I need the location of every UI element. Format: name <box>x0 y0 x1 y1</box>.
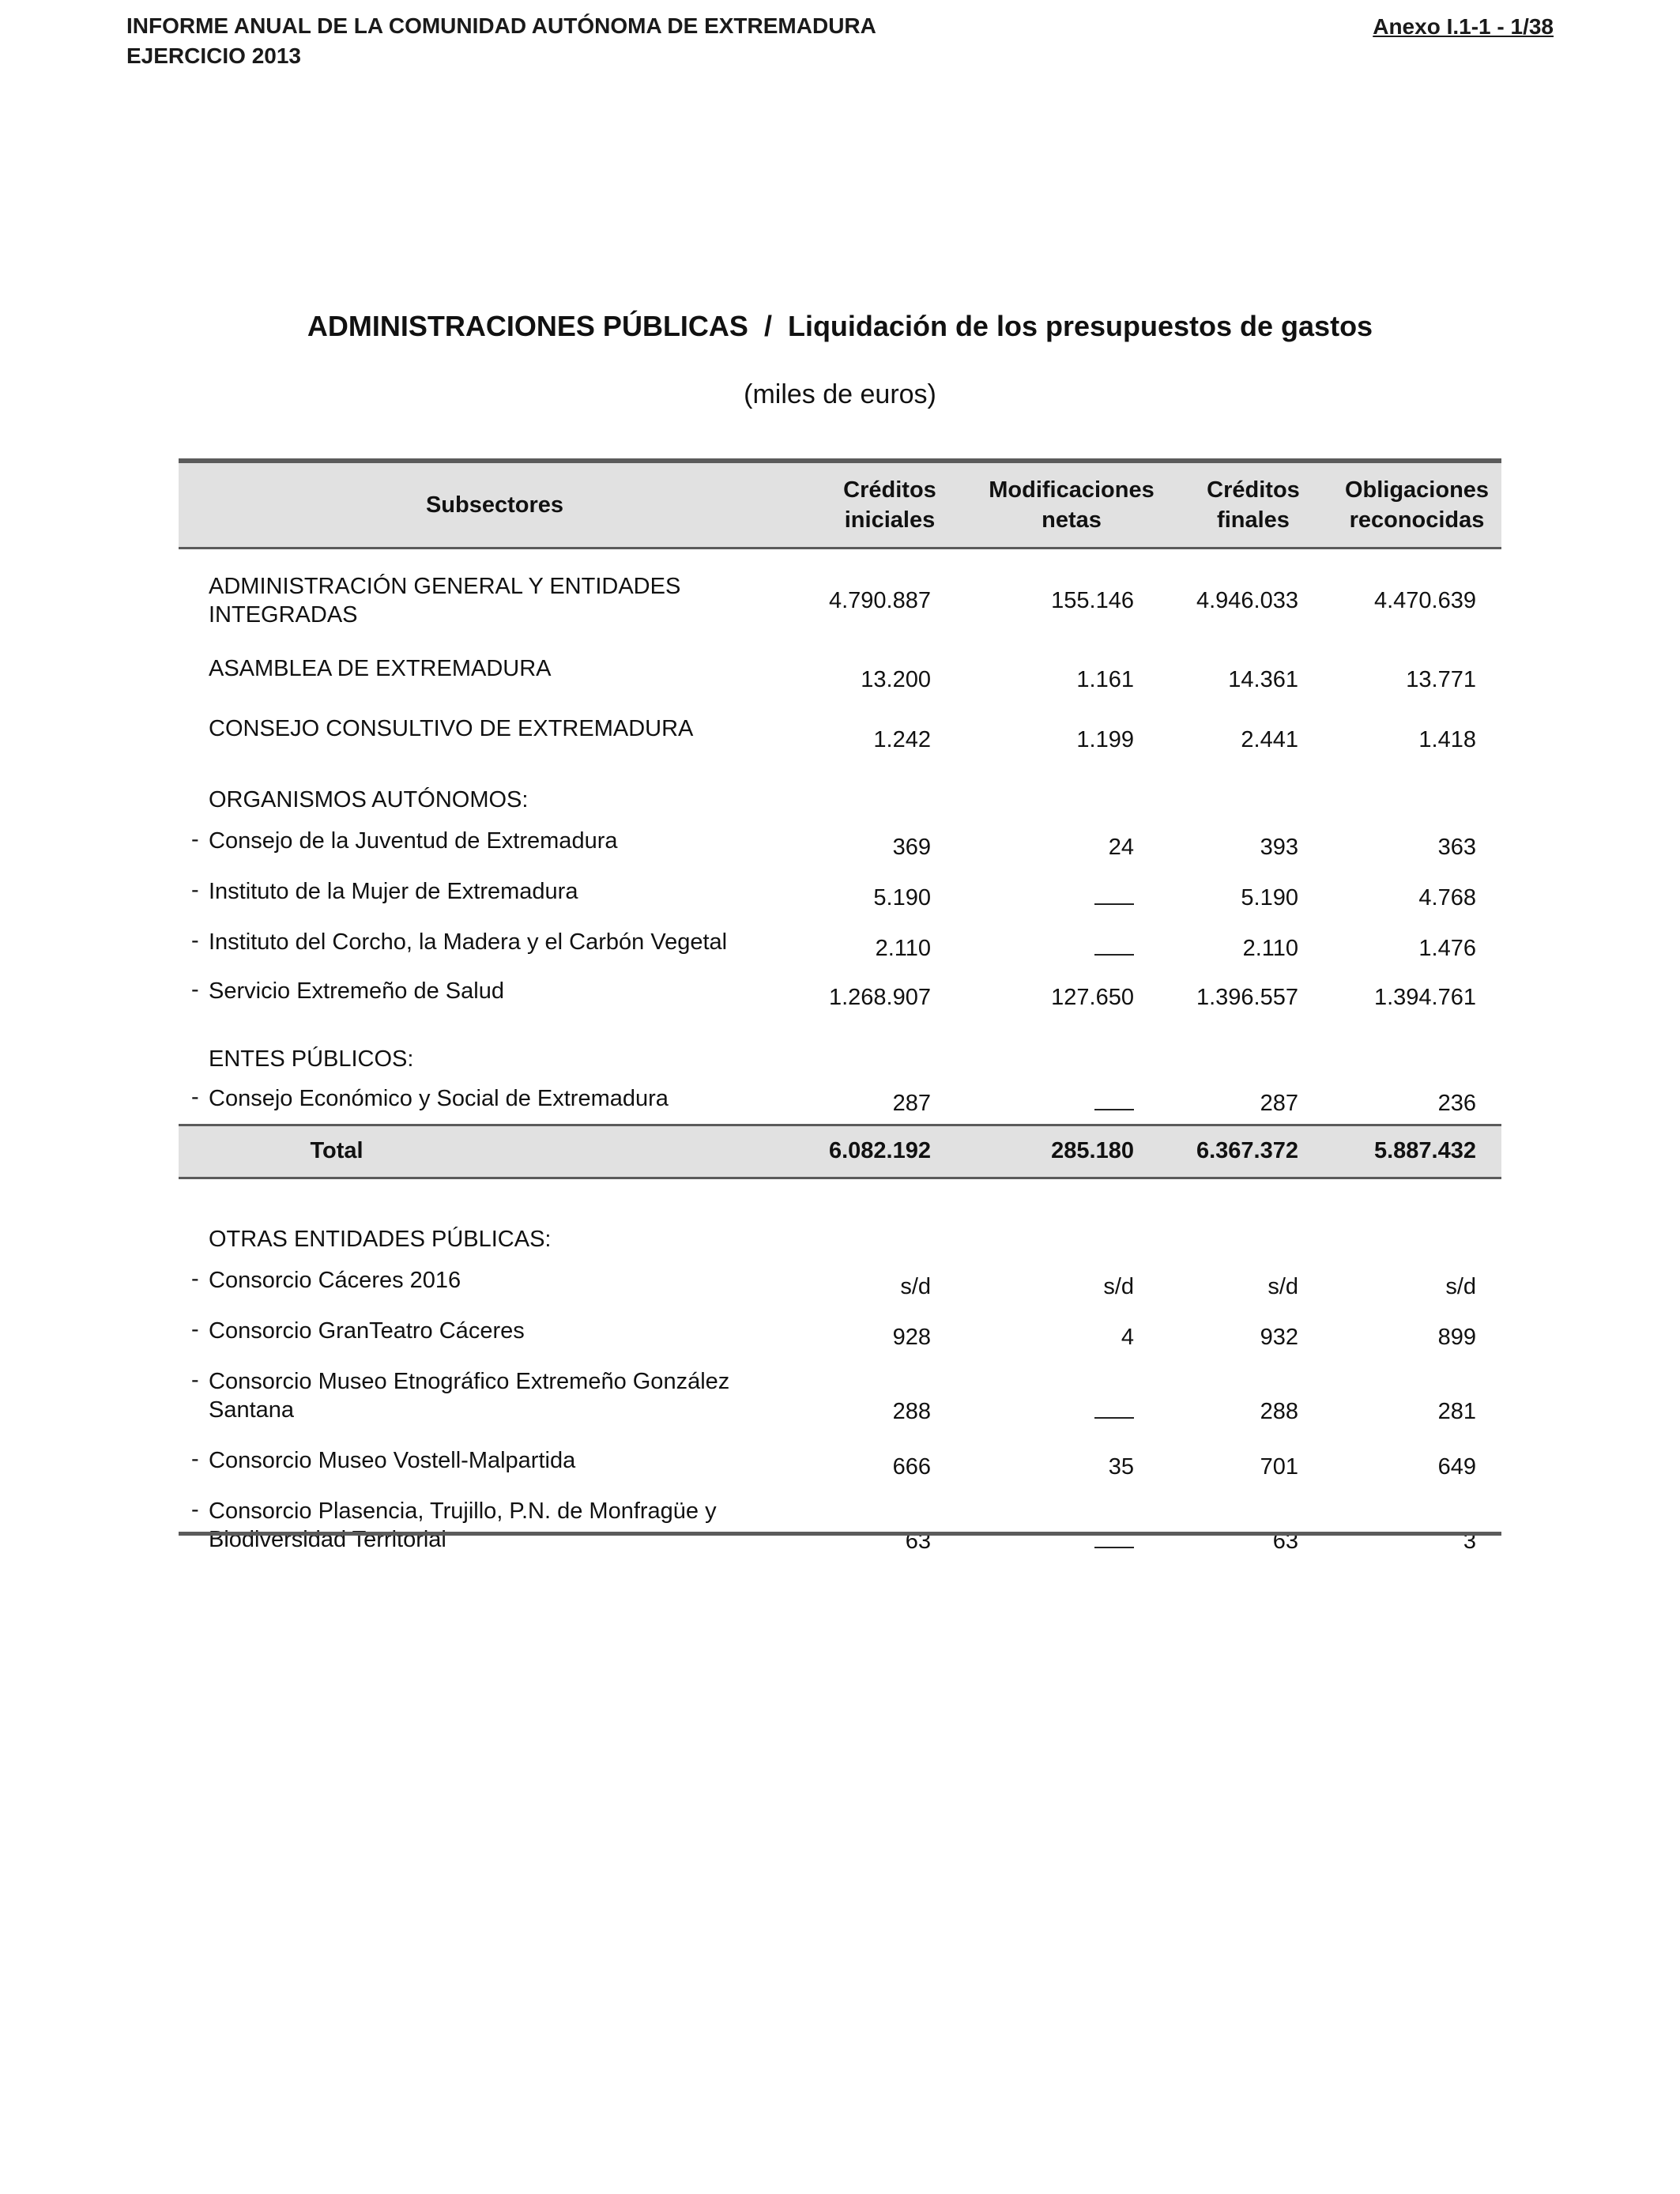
col-label: finales <box>1217 507 1290 533</box>
row-label-line: Consejo de la Juventud de Extremadura <box>209 828 618 854</box>
row-value: 288 <box>892 1399 931 1424</box>
row-value: 1.268.907 <box>828 985 931 1010</box>
report-year-line: EJERCICIO 2013 <box>126 43 301 68</box>
row-bullet: - <box>191 1317 199 1342</box>
row-value: 24 <box>1108 835 1134 860</box>
row-label-line: INTEGRADAS <box>209 602 358 628</box>
row-value: 1.394.761 <box>1373 985 1476 1010</box>
row-label-line: ENTES PÚBLICOS: <box>209 1046 414 1072</box>
empty-value <box>976 1091 1134 1117</box>
row-value: 281 <box>1437 1399 1476 1424</box>
row-value: 127.650 <box>1051 985 1134 1010</box>
row-value: s/d <box>1268 1274 1298 1299</box>
total-row <box>179 1124 1501 1179</box>
row-value: 363 <box>1437 835 1476 860</box>
row-label-line: Biodiversidad Territorial <box>209 1527 446 1552</box>
row-label-line: Consorcio Cáceres 2016 <box>209 1268 461 1293</box>
total-value: 5.887.432 <box>1373 1138 1476 1163</box>
row-value: s/d <box>1445 1274 1476 1299</box>
row-label-line: Santana <box>209 1397 295 1423</box>
row-value: 2.110 <box>875 936 931 961</box>
row-value: 1.242 <box>873 727 931 752</box>
row-value: 4.470.639 <box>1373 588 1476 613</box>
row-value: 1.396.557 <box>1196 985 1298 1010</box>
total-label: Total <box>310 1138 363 1163</box>
col-creditos-finales <box>1174 463 1332 547</box>
row-value: 4 <box>1121 1325 1134 1350</box>
row-value: 5.190 <box>1241 885 1298 910</box>
empty-value <box>976 936 1134 962</box>
row-label-line: CONSEJO CONSULTIVO DE EXTREMADURA <box>209 716 694 741</box>
row-value: 63 <box>905 1529 931 1554</box>
row-value: 369 <box>892 835 931 860</box>
row-value: 1.476 <box>1418 936 1476 961</box>
col-modificaciones-netas <box>969 463 1174 547</box>
row-label-line: Instituto de la Mujer de Extremadura <box>209 879 578 904</box>
row-value: 4.768 <box>1418 885 1476 910</box>
row-value: 63 <box>1272 1529 1298 1554</box>
row-value: 3 <box>1463 1529 1476 1554</box>
row-label-line: Instituto del Corcho, la Madera y el Carbón Vegetal <box>209 929 728 955</box>
col-obligaciones-reconocidas <box>1332 463 1501 547</box>
row-value: 287 <box>892 1091 931 1116</box>
row-bullet: - <box>191 977 199 1002</box>
row-value: 1.161 <box>1076 667 1134 692</box>
total-value: 285.180 <box>1051 1138 1134 1163</box>
col-subsectores: Subsectores <box>425 492 564 518</box>
row-value: 13.771 <box>1406 667 1476 692</box>
row-label-line: Consejo Económico y Social de Extremadura <box>209 1086 669 1111</box>
row-bullet: - <box>191 827 199 852</box>
row-bullet: - <box>191 928 199 953</box>
col-label: Modificaciones <box>989 477 1155 503</box>
row-bullet: - <box>191 1266 199 1291</box>
row-label-line: ASAMBLEA DE EXTREMADURA <box>209 656 552 681</box>
row-value: 35 <box>1108 1454 1134 1480</box>
col-creditos-iniciales <box>811 463 969 547</box>
row-value: 393 <box>1260 835 1298 860</box>
annex-reference: Anexo I.1-1 - 1/38 <box>1373 14 1554 39</box>
row-value: 13.200 <box>861 667 931 692</box>
row-bullet: - <box>191 1497 199 1522</box>
row-label-line: Consorcio Plasencia, Trujillo, P.N. de Monfragüe y <box>209 1498 717 1524</box>
total-value: 6.367.372 <box>1196 1138 1298 1163</box>
report-title-line: INFORME ANUAL DE LA COMUNIDAD AUTÓNOMA DE EXTREMADURA <box>126 13 876 38</box>
row-value: 14.361 <box>1228 667 1298 692</box>
row-value: 2.441 <box>1241 727 1298 752</box>
row-value: 4.790.887 <box>828 588 931 613</box>
row-value: 928 <box>892 1325 931 1350</box>
row-value: 701 <box>1260 1454 1298 1480</box>
col-label: Créditos <box>1207 477 1300 503</box>
row-value: 236 <box>1437 1091 1476 1116</box>
row-bullet: - <box>191 1084 199 1110</box>
report-header <box>126 11 876 71</box>
row-bullet: - <box>191 1367 199 1393</box>
row-label-line: Servicio Extremeño de Salud <box>209 978 504 1004</box>
row-value: 4.946.033 <box>1196 588 1298 613</box>
row-value: s/d <box>900 1274 931 1299</box>
table-header <box>179 458 1501 549</box>
row-value: 288 <box>1260 1399 1298 1424</box>
row-value: 5.190 <box>873 885 931 910</box>
row-value: 155.146 <box>1051 588 1134 613</box>
col-label: Créditos <box>843 477 936 503</box>
row-label <box>209 786 920 814</box>
row-bullet: - <box>191 1446 199 1472</box>
row-label-line: Consorcio Museo Vostell-Malpartida <box>209 1448 576 1473</box>
col-label: iniciales <box>844 507 936 533</box>
row-value: 666 <box>892 1454 931 1480</box>
row-value: 287 <box>1260 1091 1298 1116</box>
row-label-line: ADMINISTRACIÓN GENERAL Y ENTIDADES <box>209 574 681 599</box>
row-value: 899 <box>1437 1325 1476 1350</box>
row-value: 932 <box>1260 1325 1298 1350</box>
page-subtitle: (miles de euros) <box>744 379 936 409</box>
budget-table <box>179 458 1501 1554</box>
row-value: s/d <box>1103 1274 1134 1299</box>
table-bottom-rule <box>179 1532 1501 1536</box>
row-label <box>209 1045 920 1073</box>
col-label: reconocidas <box>1349 507 1485 533</box>
section-heading: OTRAS ENTIDADES PÚBLICAS: <box>209 1227 552 1252</box>
row-value: 649 <box>1437 1454 1476 1480</box>
row-label-line: Consorcio Museo Etnográfico Extremeño González <box>209 1369 730 1394</box>
row-bullet: - <box>191 877 199 903</box>
row-label-line: ORGANISMOS AUTÓNOMOS: <box>209 787 529 812</box>
empty-value <box>976 1399 1134 1425</box>
row-label-line: Consorcio GranTeatro Cáceres <box>209 1318 525 1344</box>
page-title: ADMINISTRACIONES PÚBLICAS / Liquidación de los presupuestos de gastos <box>307 310 1373 342</box>
row-value: 1.418 <box>1418 727 1476 752</box>
row-value: 2.110 <box>1242 936 1298 961</box>
row-value: 1.199 <box>1076 727 1134 752</box>
col-label: Obligaciones <box>1344 477 1490 503</box>
empty-value <box>976 885 1134 911</box>
total-value: 6.082.192 <box>828 1138 931 1163</box>
col-label: netas <box>1042 507 1102 533</box>
